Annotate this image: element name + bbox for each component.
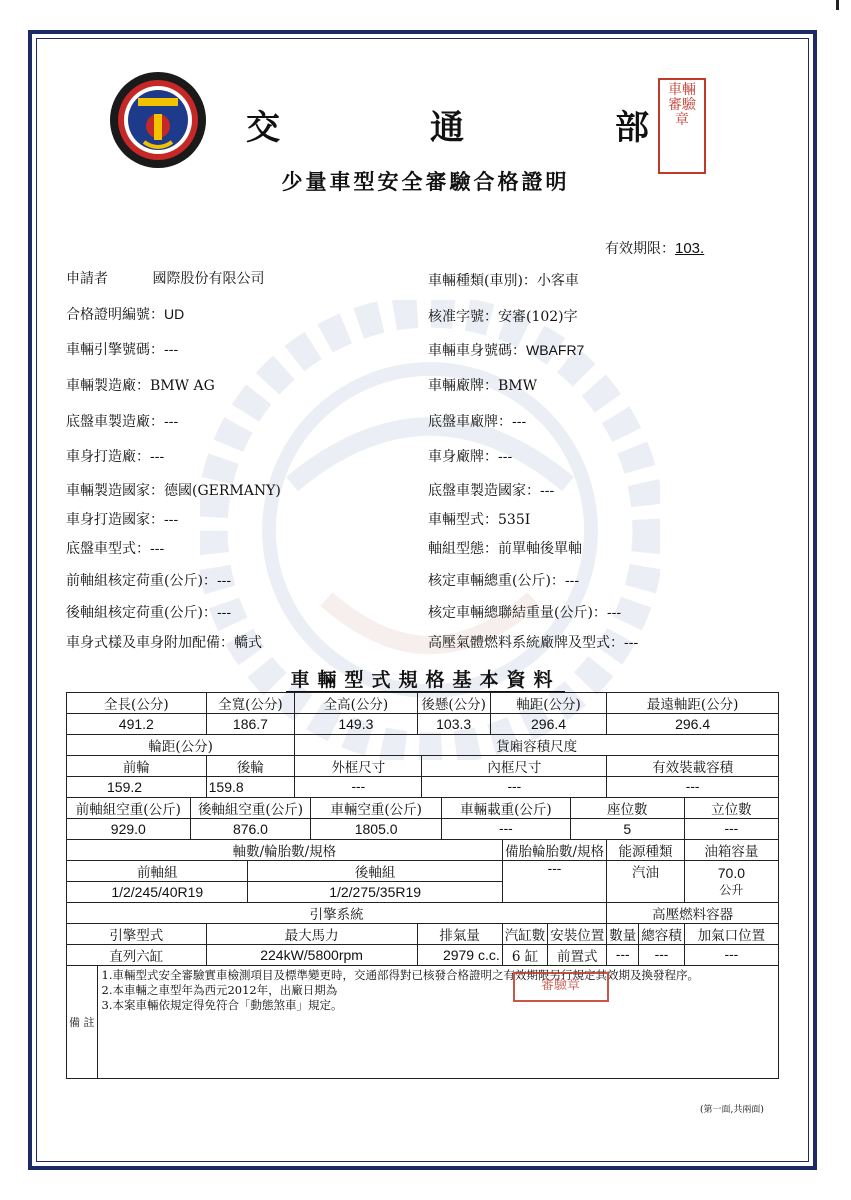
engine-value-row [67,945,779,966]
spare-header: 備胎輪胎數/規格 [502,840,607,861]
front-axle-load-label: 前軸組核定荷重(公斤)： [66,573,217,589]
model-label: 車輛型式： [428,512,498,528]
cylinders-value: 6 缸 [502,945,548,966]
chassis-maker-field [66,411,178,431]
cng-container-header: 高壓燃料容器 [607,903,779,924]
rear-track-label: 後輪 [206,756,295,777]
rear-axle-load-field [66,602,231,622]
total-volume-label: 總容積 [639,924,685,945]
gcw-field [428,602,621,622]
chassis-model-field [66,538,164,558]
page-footnote: (第一面,共兩面) [700,1105,764,1115]
manufacturer-label: 車輛製造廠： [66,378,150,394]
gcw-value: --- [606,605,622,621]
ministry-seal-icon [108,70,208,170]
brand-label: 車輛廠牌： [428,378,498,394]
dim-header-wheelbase: 軸距(公分) [490,693,606,714]
front-axle-load-value: --- [216,573,232,589]
notes-row [67,966,779,1079]
spec-title [0,665,851,692]
body-origin-label: 車身打造國家： [66,512,164,528]
body-builder-label: 車身打造廠： [66,449,150,465]
front-tire-value: 1/2/245/40R19 [67,882,248,903]
note-2: 2.本車輛之車型年為西元2012年，出廠日期為 [101,983,338,997]
engine-no-field [66,339,178,359]
axle-label-row [67,861,779,882]
dim-header-max-wheelbase: 最遠軸距(公分) [607,693,779,714]
cert-no-field [66,304,184,324]
gvw-label: 核定車輛總重(公斤)： [428,573,565,589]
cng-value: --- [624,635,639,651]
manufacturer-value: BMW AG [150,378,215,394]
chassis-model-value: --- [150,541,165,557]
dim-header-length: 全長(公分) [67,693,207,714]
capacity-label: 有效裝載容積 [607,756,779,777]
engine-type-label: 引擎型式 [67,924,207,945]
dim-value-width: 186.7 [206,714,295,735]
origin-label: 車輛製造國家： [66,483,164,499]
applicant-label: 申請者 [66,271,108,287]
body-style-field [66,632,262,652]
weight-header-curb: 車輛空重(公斤) [311,798,442,819]
inner-size-label: 內框尺寸 [422,756,607,777]
rear-axle-load-label: 後軸組核定荷重(公斤)： [66,605,217,621]
engine-header-row [67,903,779,924]
notes-red-stamp [513,972,609,1002]
weight-header-seats: 座位數 [570,798,684,819]
axle-config-label: 軸組型態： [428,541,498,557]
front-track-label: 前輪 [67,756,207,777]
spec-table [66,692,779,1079]
body-brand-value: --- [498,449,513,465]
body-style-value: 轎式 [234,635,262,651]
displacement-label: 排氣量 [417,924,502,945]
max-power-label: 最大馬力 [206,924,417,945]
gvw-value: --- [564,573,580,589]
track-value-row [67,777,779,798]
dim-header-rear-overhang: 後懸(公分) [417,693,490,714]
chassis-origin-value: --- [540,483,555,499]
vin-field [428,340,584,360]
weight-value-seats: 5 [570,819,684,840]
dim-value-row [67,714,779,735]
ministry-char-2: 通 [430,108,464,148]
vehicle-type-field [428,270,579,290]
chassis-brand-field [428,411,526,431]
validity-value: 103. [675,240,705,257]
weight-value-load: --- [442,819,571,840]
engine-type-value: 直列六缸 [67,945,207,966]
weight-value-rear: 876.0 [190,819,311,840]
body-style-label: 車身式樣及車身附加配備： [66,635,234,651]
weight-value-standing: --- [684,819,778,840]
track-header-row [67,735,779,756]
notes-cell [97,966,779,1079]
chassis-brand-label: 底盤車廠牌： [428,414,512,430]
engine-header: 引擎系統 [67,903,607,924]
spare-value: --- [502,861,607,903]
energy-header: 能源種類 [607,840,685,861]
cert-no-value: UD [164,306,185,322]
quantity-label: 數量 [607,924,639,945]
note-1: 1.車輛型式安全審驗實車檢測項目及標準變更時，交通部得對已核發合格證明之有效期限另行規定其效期及換發程序。 [101,968,699,982]
gcw-label: 核定車輛總聯結重量(公斤)： [428,605,607,621]
body-builder-value: --- [150,449,165,465]
max-power-value: 224kW/5800rpm [206,945,417,966]
vin-label: 車輛車身號碼： [428,343,526,359]
manufacturer-field [66,375,215,395]
engine-no-value: --- [164,342,179,358]
rear-tire-value: 1/2/275/35R19 [248,882,502,903]
chassis-model-label: 底盤車型式： [66,541,150,557]
note-3: 3.本案車輛依規定得免符合「動態煞車」規定。 [101,998,343,1012]
stamp-text: 車輛審驗章 [668,82,696,128]
filler-position-label: 加氣口位置 [684,924,778,945]
ministry-char-3: 部 [615,108,649,148]
red-official-stamp [658,78,706,174]
weight-value-front: 929.0 [67,819,191,840]
front-track-value: 159.2 [67,777,207,798]
cargo-header: 貨廂容積尺度 [295,735,779,756]
dim-value-height: 149.3 [295,714,417,735]
origin-value: 德國(GERMANY) [164,483,281,499]
model-value: 535I [498,512,531,528]
displacement-value: 2979 c.c. [417,945,502,966]
capacity-value: --- [607,777,779,798]
chassis-origin-field [428,480,554,500]
body-builder-field [66,446,164,466]
applicant-value: 國際股份有限公司 [152,271,265,287]
approval-no-label: 核准字號： [428,309,498,325]
body-brand-field [428,446,512,466]
brand-field [428,375,537,395]
ministry-char-1: 交 [246,108,280,148]
tire-header: 軸數/輪胎數/規格 [67,840,503,861]
brand-value: BMW [498,378,538,394]
tank-value: 70.0 [717,865,745,881]
mount-position-label: 安裝位置 [548,924,607,945]
rear-axle-label: 後軸組 [248,861,502,882]
edge-mark [836,0,839,10]
front-axle-label: 前軸組 [67,861,248,882]
track-sub-row [67,756,779,777]
axle-config-value: 前單軸後單軸 [498,541,582,557]
tank-unit: 公升 [719,883,744,897]
dim-header-height: 全高(公分) [295,693,417,714]
axle-config-field [428,538,582,558]
dim-value-wheelbase: 296.4 [490,714,606,735]
tire-header-row [67,840,779,861]
chassis-maker-label: 底盤車製造廠： [66,414,164,430]
cng-label: 高壓氣體燃料系統廠牌及型式： [428,635,624,651]
validity-label: 有效期限： [605,241,675,257]
weight-header-rear: 後軸組空重(公斤) [190,798,311,819]
body-origin-value: --- [164,512,179,528]
inner-size-value: --- [422,777,607,798]
weight-header-front: 前軸組空重(公斤) [67,798,191,819]
weight-header-standing: 立位數 [684,798,778,819]
rear-axle-load-value: --- [216,605,232,621]
engine-sub-row [67,924,779,945]
mount-position-value: 前置式 [548,945,607,966]
filler-position-value: --- [684,945,778,966]
weight-value-row [67,819,779,840]
origin-field [66,480,281,500]
quantity-value: --- [607,945,639,966]
tank-cell [684,861,778,903]
front-axle-load-field [66,570,231,590]
applicant-field [66,268,264,288]
cng-field [428,632,638,652]
dim-value-length: 491.2 [67,714,207,735]
outer-size-label: 外框尺寸 [295,756,422,777]
track-header: 輪距(公分) [67,735,295,756]
cylinders-label: 汽缸數 [502,924,548,945]
body-origin-field [66,509,178,529]
weight-value-curb: 1805.0 [311,819,442,840]
dim-header-row [67,693,779,714]
approval-no-field [428,306,578,326]
document-title: 少量車型安全審驗合格證明 [281,169,570,194]
spec-title-text: 車輛型式規格基本資料 [286,669,564,693]
dim-value-max-wheelbase: 296.4 [607,714,779,735]
vehicle-type-label: 車輛種類(車別)： [428,273,537,289]
outer-size-value: --- [295,777,422,798]
tank-header: 油箱容量 [684,840,778,861]
cert-no-label: 合格證明編號： [66,307,164,323]
weight-header-row [67,798,779,819]
model-field [428,509,530,529]
dim-value-rear-overhang: 103.3 [417,714,490,735]
chassis-brand-value: --- [512,414,527,430]
dim-header-width: 全寬(公分) [206,693,295,714]
engine-no-label: 車輛引擎號碼： [66,342,164,358]
chassis-origin-label: 底盤車製造國家： [428,483,540,499]
chassis-maker-value: --- [164,414,179,430]
vehicle-type-value: 小客車 [536,273,579,289]
total-volume-value: --- [639,945,685,966]
validity-row [605,238,704,258]
gvw-field [428,570,579,590]
energy-value: 汽油 [607,861,685,903]
approval-no-value: 安審(102)字 [498,309,578,325]
notes-label: 備 註 [67,966,98,1079]
weight-header-load: 車輛載重(公斤) [442,798,571,819]
body-brand-label: 車身廠牌： [428,449,498,465]
vin-value: WBAFR7 [526,342,585,358]
notes-stamp-text: 審驗章 [540,978,580,993]
rear-track-value: 159.8 [206,777,295,798]
